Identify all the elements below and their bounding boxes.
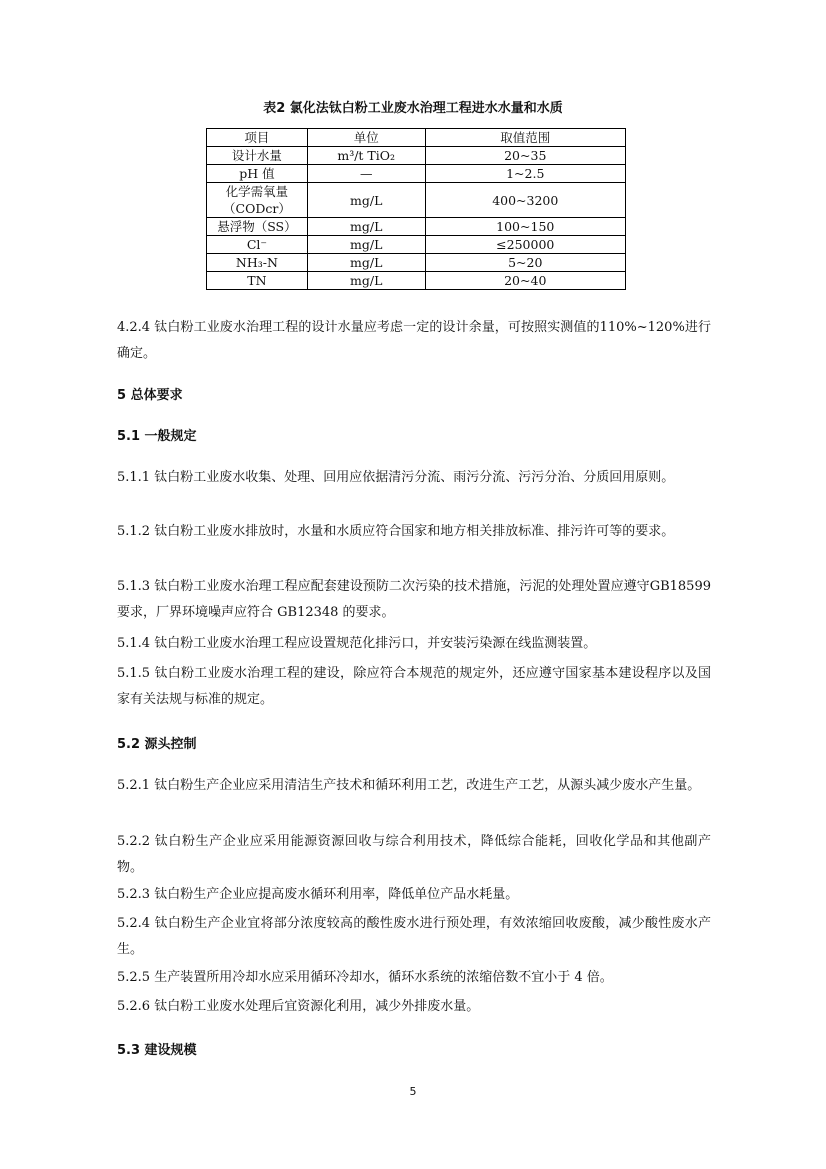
section-heading-5-2: 5.2 源头控制 xyxy=(117,737,197,752)
table-cell: mg/L xyxy=(307,218,425,236)
paragraph-5-1-4: 5.1.4 钛白粉工业废水治理工程应设置规范化排污口，并安装污染源在线监测装置。 xyxy=(117,636,597,651)
header-cell: 项目 xyxy=(207,129,308,147)
table-cell: 100~150 xyxy=(425,218,625,236)
paragraph-5-2-6: 5.2.6 钛白粉工业废水处理后宜资源化利用，减少外排废水量。 xyxy=(117,999,480,1014)
table-caption: 表2 氯化法钛白粉工业废水治理工程进水水量和水质 xyxy=(263,101,563,116)
table-row xyxy=(207,254,626,272)
table-cell: 400~3200 xyxy=(425,183,625,218)
table-row xyxy=(207,236,626,254)
table-cell: 化学需氧量（CODcr） xyxy=(207,183,308,218)
table-cell: mg/L xyxy=(307,183,425,218)
section-heading-5-3: 5.3 建设规模 xyxy=(117,1043,197,1058)
table-cell: 20~35 xyxy=(425,147,625,165)
table-row xyxy=(207,147,626,165)
section-heading-5: 5 总体要求 xyxy=(117,388,183,403)
paragraph-5-2-2: 5.2.2 钛白粉生产企业应采用能源资源回收与综合利用技术，降低综合能耗，回收化学品和其他副产物。 xyxy=(117,834,711,875)
table-cell: mg/L xyxy=(307,272,425,290)
table-cell: 悬浮物（SS） xyxy=(207,218,308,236)
water-quality-table xyxy=(206,128,626,290)
section-heading-5-1: 5.1 一般规定 xyxy=(117,429,197,444)
paragraph-4-2-4: 4.2.4 钛白粉工业废水治理工程的设计水量应考虑一定的设计余量，可按照实测值的110%~120%进行确定。 xyxy=(117,320,711,361)
page-number: 5 xyxy=(409,1085,417,1098)
table-cell: ≤250000 xyxy=(425,236,625,254)
paragraph-5-1-5: 5.1.5 钛白粉工业废水治理工程的建设，除应符合本规范的规定外，还应遵守国家基本建设程序以及国家有关法规与标准的规定。 xyxy=(117,666,711,707)
table-cell: Cl⁻ xyxy=(207,236,308,254)
paragraph-5-1-1: 5.1.1 钛白粉工业废水收集、处理、回用应依据清污分流、雨污分流、污污分治、分质回用原则。 xyxy=(117,470,675,485)
table-cell: 5~20 xyxy=(425,254,625,272)
paragraph-5-2-1: 5.2.1 钛白粉生产企业应采用清洁生产技术和循环利用工艺，改进生产工艺，从源头减少废水产生量。 xyxy=(117,778,701,793)
table-cell: mg/L xyxy=(307,254,425,272)
table-row xyxy=(207,165,626,183)
table-row xyxy=(207,183,626,218)
header-cell: 取值范围 xyxy=(425,129,625,147)
table-cell: NH₃-N xyxy=(207,254,308,272)
table-header-row xyxy=(207,129,626,147)
table-cell: 20~40 xyxy=(425,272,625,290)
paragraph-5-2-4: 5.2.4 钛白粉生产企业宜将部分浓度较高的酸性废水进行预处理，有效浓缩回收废酸，减少酸性废水产生。 xyxy=(117,916,711,957)
table-cell: 1~2.5 xyxy=(425,165,625,183)
paragraph-5-2-5: 5.2.5 生产装置所用冷却水应采用循环冷却水，循环水系统的浓缩倍数不宜小于 4 倍。 xyxy=(117,970,613,985)
table-cell: pH 值 xyxy=(207,165,308,183)
header-cell: 单位 xyxy=(307,129,425,147)
paragraph-5-1-3: 5.1.3 钛白粉工业废水治理工程应配套建设预防二次污染的技术措施，污泥的处理处置应遵守GB18599 要求，厂界环境噪声应符合 GB12348 的要求。 xyxy=(117,579,711,620)
table-row xyxy=(207,218,626,236)
table-cell: TN xyxy=(207,272,308,290)
table-cell: mg/L xyxy=(307,236,425,254)
table-cell: m³/t TiO₂ xyxy=(307,147,425,165)
table-cell: — xyxy=(307,165,425,183)
paragraph-5-1-2: 5.1.2 钛白粉工业废水排放时，水量和水质应符合国家和地方相关排放标准、排污许可等的要求。 xyxy=(117,524,675,539)
table-row xyxy=(207,272,626,290)
table-cell: 设计水量 xyxy=(207,147,308,165)
paragraph-5-2-3: 5.2.3 钛白粉生产企业应提高废水循环利用率，降低单位产品水耗量。 xyxy=(117,887,519,902)
